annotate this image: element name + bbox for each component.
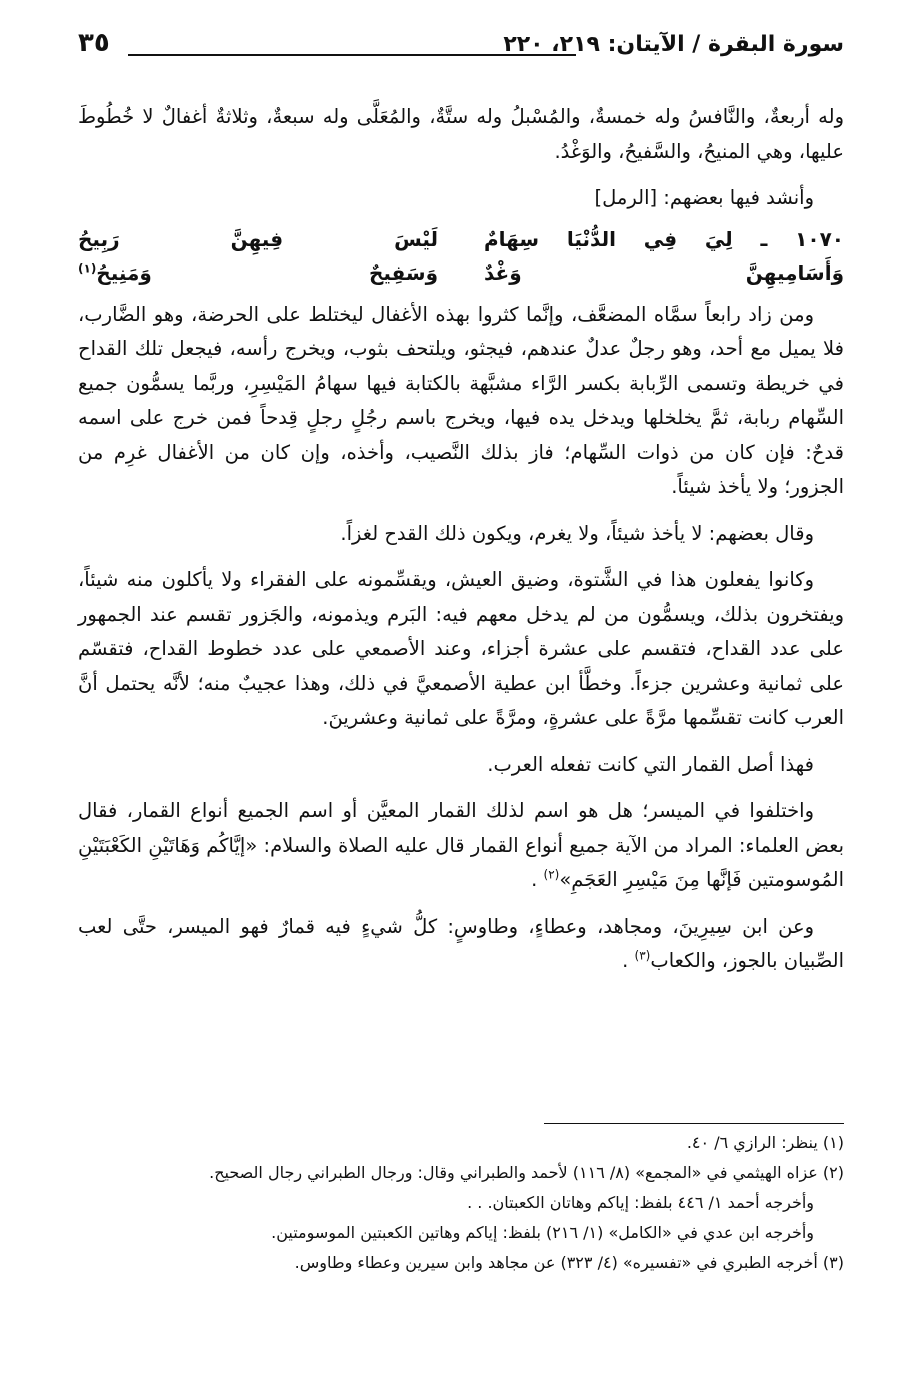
footnote-separator	[544, 1123, 844, 1124]
paragraph: ومن زاد رابعاً سمَّاه المضعَّف، وإنَّما كثروا بهذه الأغفال ليختلط على الحرضة، وهو الضَّارب، فلا يميل مع أحد، وهو رجلٌ عدلٌ عندهم، فيجثو، ويلتحف بثوب، ويخرج رأسه، فيجعل تلك القداح في خريطة وتسمى الرِّبابة بكسر الرَّاء مشبَّهة بالكتابة فيها سهامُ المَيْسِرِ، وربَّما يسمُّون جميع السِّهام ربابة، ثمَّ يخلخلها ويدخل يده فيها، ويخرج باسم رجُلٍ رجلٍ قِدحاً فمن خرج على اسمه قدحٌ: فإن كان من ذوات السِّهام؛ فاز بذلك النَّصيب، وأخذه، وإن كان من الأغفال غرِم من الجزور؛ ولا يأخذ شيئاً.	[78, 302, 844, 498]
verse-hemistich: لَيْسَ فِيهِنَّ رَبِيحُ	[78, 226, 439, 251]
paragraph: فهذا أصل القمار التي كانت تفعله العرب.	[487, 752, 814, 776]
verse-line	[78, 222, 844, 256]
verse-line	[78, 256, 844, 290]
footnote: (٣) أخرجه الطبري في «تفسيره» (٤/ ٣٢٣) عن مجاهد وابن سيرين وعطاء وطاوس.	[294, 1253, 844, 1272]
verse-hemistich: وَسَفِيحٌ وَمَنِيحُ	[96, 260, 439, 285]
footnote: (١) ينظر: الرازي ٦/ ٤٠.	[686, 1133, 844, 1152]
verse-hemistich: وَأَسَامِيهِنَّ وَغْدٌ	[483, 260, 844, 285]
verse-hemistich: ١٠٧٠ ـ لِيَ فِي الدُّنْيَا سِهَامٌ	[483, 226, 844, 251]
header-rule	[128, 54, 576, 56]
paragraph: وأنشد فيها بعضهم: [الرمل]	[594, 186, 814, 209]
paragraph-text: واختلفوا في الميسر؛ هل هو اسم لذلك القمار المعيَّن أو اسم الجميع أنواع القمار، فقال بعض العلماء: المراد من الآية جميع أنواع القمار قال عليه الصلاة والسلام: «إيَّاكُم وَهَاتَيْنِ الكَعْبَتَيْنِ المُوسومتين فَإنَّها مِنَ مَيْسِرِ العَجَمِ»	[78, 799, 844, 891]
footnote-continuation: وأخرجه أحمد ١/ ٤٤٦ بلفظ: إياكم وهاتان الكعبتان. . .	[467, 1193, 814, 1212]
paragraph: وقال بعضهم: لا يأخذ شيئاً، ولا يغرم، ويكون ذلك القدح لغزاً.	[340, 521, 814, 545]
page-number: ٣٥	[78, 28, 110, 58]
paragraph: وكانوا يفعلون هذا في الشَّتوة، وضيق العيش، ويقسِّمونه على الفقراء ولا يأكلون منه شيئاً، ويفتخرون بذلك، ويسمُّون من لم يدخل معهم فيه: البَرم ويذمونه، والجَزور تقسم عند الجمهور على عدد القداح، فتقسم على عشرة أجزاء، وعند الأصمعي على عدد خطوط القداح، فتقسّم على ثمانية وعشرين جزءاً. وخطَّأ ابن عطية الأصمعيَّ في ذلك، وهذا عجيبٌ منه؛ لأنَّه يحتمل أنَّ العرب كانت تقسِّمها مرَّةً على عشرةٍ، ومرَّةً على ثمانية وعشرينَ.	[78, 568, 844, 729]
footnote-reference: (٢)	[543, 867, 560, 882]
footnotes	[78, 1128, 844, 1278]
paragraph: واختلفوا في الميسر؛ هل هو اسم لذلك القمار المعيَّن أو اسم الجميع أنواع القمار، فقال بعض العلماء: المراد من الآية جميع أنواع القمار قال عليه الصلاة والسلام: «إيَّاكُم وَهَاتَيْنِ الكَعْبَتَيْنِ المُوسومتين فَإنَّها مِنَ مَيْسِرِ العَجَمِ»$^{(٢)}$ .	[78, 799, 844, 891]
poem-verse	[78, 222, 844, 290]
paragraph: وله أربعةٌ، والنَّافسُ وله خمسةٌ، والمُسْبلُ وله ستَّةٌ، والمُعَلَّى وله سبعةٌ، وثلاثةٌ أغفالٌ لا خُطُوطَ عليها، وهي المنيحُ، والسَّفيحُ، والوَغْدُ.	[78, 105, 844, 163]
footnote: (٢) عزاه الهيثمي في «المجمع» (٨/ ١١٦) لأحمد والطبراني وقال: ورجال الطبراني رجال الصحيح.	[209, 1163, 844, 1182]
verse-hemistich-with-ref	[78, 256, 438, 290]
footnote-reference: (٣)	[634, 948, 651, 963]
main-text	[78, 100, 844, 985]
footnote-reference: (١)	[78, 260, 97, 275]
paragraph-text: وعن ابن سِيرِينَ، ومجاهد، وعطاءٍ، وطاوسٍ: كلُّ شيءٍ فيه قمارٌ فهو الميسر، حتَّى لعب الصِّبيان بالجوز، والكعاب	[78, 914, 844, 972]
page-header	[78, 28, 844, 68]
running-title: سورة البقرة / الآيتان: ٢١٩، ٢٢٠	[503, 32, 844, 57]
paragraph: وعن ابن سِيرِينَ، ومجاهد، وعطاءٍ، وطاوسٍ: كلُّ شيءٍ فيه قمارٌ فهو الميسر، حتَّى لعب الصِّبيان بالجوز، والكعاب$^{(٣)}$ .	[78, 914, 844, 972]
footnote-continuation: وأخرجه ابن عدي في «الكامل» (١/ ٢١٦) بلفظ: إياكم وهاتين الكعبتين الموسومتين.	[271, 1223, 814, 1242]
